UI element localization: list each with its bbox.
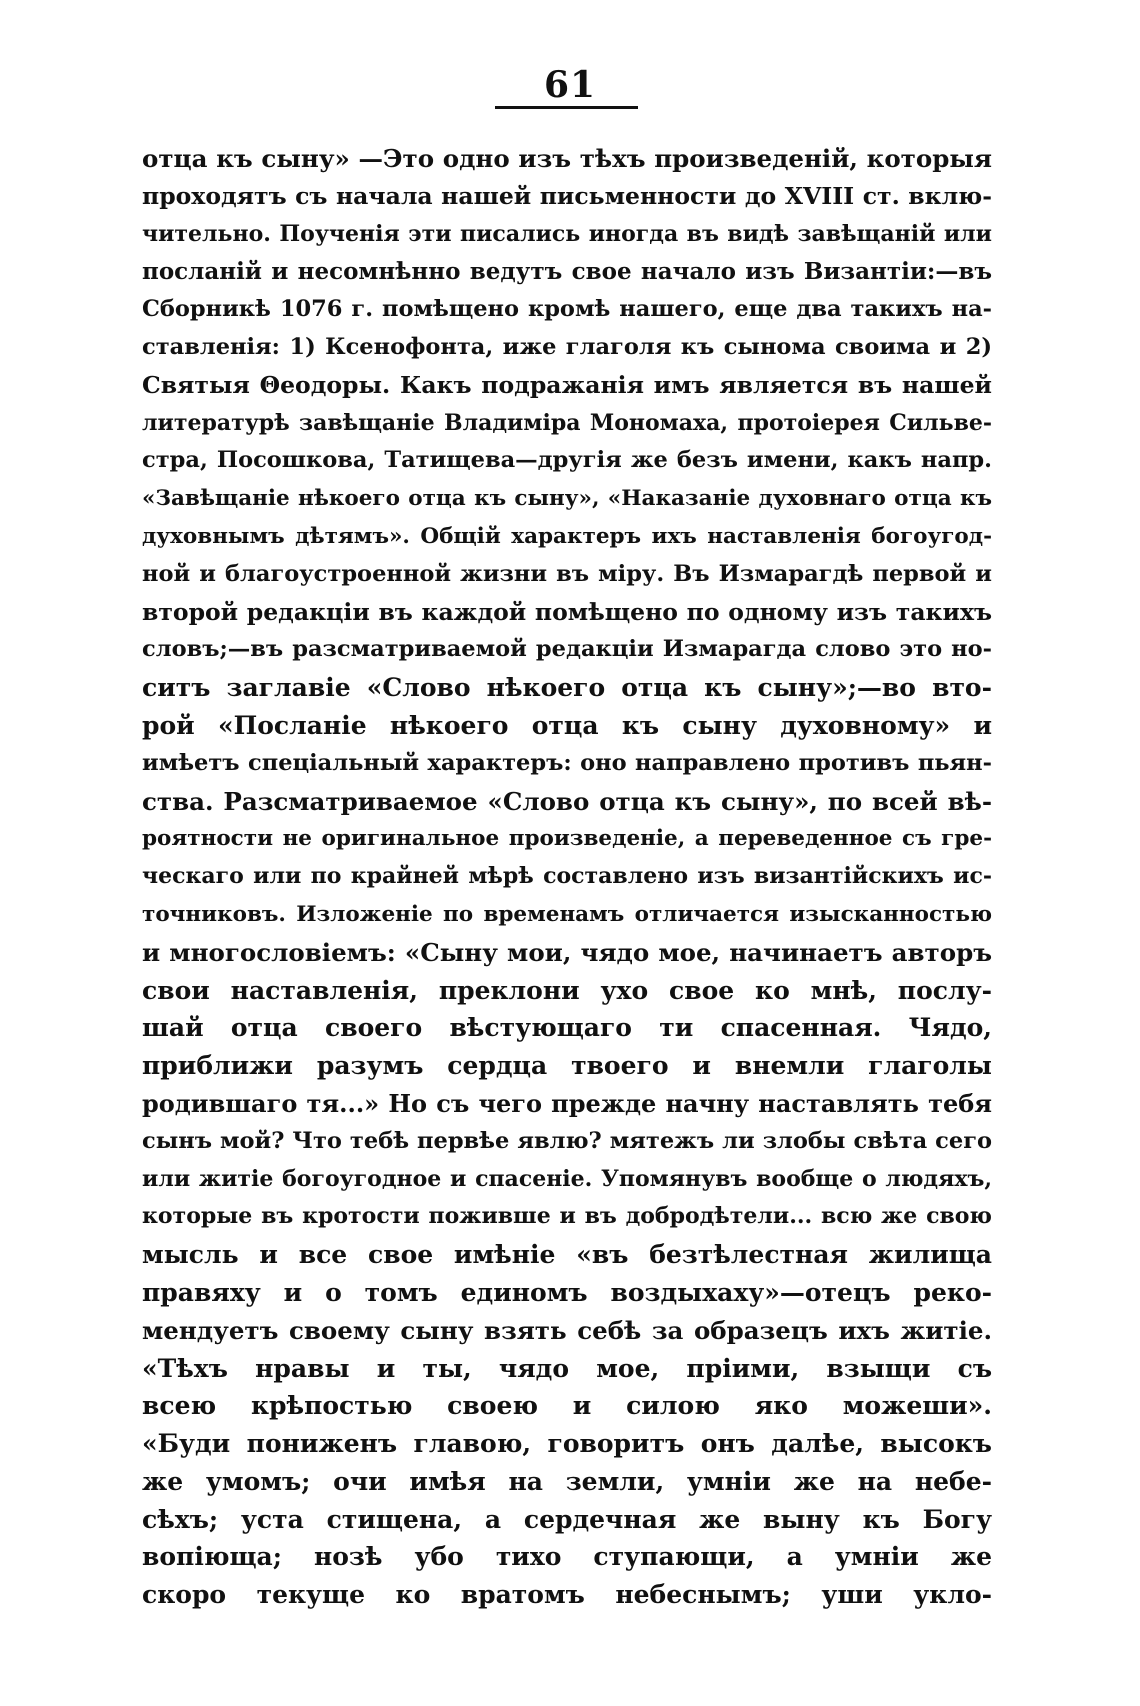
text-line: скоро текуще ко вратомъ небеснымъ; уши укло- [142,1580,992,1610]
text-line: посланій и несомнѣнно ведутъ свое начало изъ Византіи:—въ [142,258,992,286]
text-line: вопіюща; нозѣ убо тихо ступающи, а умніи же [142,1542,992,1572]
text-line: всею крѣпостью своею и силою яко можеши». [142,1391,992,1421]
text-line: словъ;—въ разсматриваемой редакціи Измарагда слово это но- [142,636,992,663]
text-line: же умомъ; очи имѣя на земли, умніи же на небе- [142,1466,992,1496]
text-line: ческаго или по крайней мѣрѣ составлено изъ византійскихъ ис- [142,863,992,890]
text-line: приближи разумъ сердца твоего и внемли глаголы [142,1051,992,1081]
text-line: роятности не оригинальное произведеніе, а переведенное съ гре- [142,826,992,852]
text-line: стра, Посошкова, Татищева—другія же безъ имени, какъ напр. [142,447,992,474]
text-line: «Завѣщаніе нѣкоего отца къ сыну», «Наказаніе духовнаго отца къ [142,486,992,512]
body-text [142,140,992,1614]
text-line: Сборникѣ 1076 г. помѣщено кромѣ нашего, еще два такихъ на- [142,296,992,323]
text-line: которые въ кротости пожившe и въ добродѣтели... всю же свою [142,1203,992,1230]
text-line: «Тѣхъ нравы и ты, чядо мое, пріими, взыщи съ [142,1353,992,1383]
text-line: чительно. Поученія эти писались иногда въ видѣ завѣщаній или [142,220,992,247]
text-line: ства. Разсматриваемое «Слово отца къ сыну», по всей вѣ- [142,786,992,816]
text-line: или житіе богоугодное и спасеніе. Упомянувъ вообще о людяхъ, [142,1165,992,1192]
text-line: второй редакціи въ каждой помѣщено по одному изъ такихъ [142,597,992,626]
text-line: Святыя Θеодоры. Какъ подражанія имъ является въ нашей [142,370,992,399]
text-line: отца къ сыну» —Это одно изъ тѣхъ произведеній, которыя [142,144,992,173]
page-number: 61 [543,64,597,106]
text-line: литературѣ завѣщаніе Владиміра Мономаха, протоіерея Сильве- [142,409,992,436]
text-line: родившаго тя...» Но съ чего прежде начну наставлять тебя [142,1088,992,1118]
text-line: шай отца своего вѣстующаго ти спасенная. Чядо, [142,1013,992,1043]
text-line: сынъ мой? Что тебѣ первѣе явлю? мятежъ ли злобы свѣта сего [142,1127,992,1154]
text-line: мысль и все свое имѣніе «въ безтѣлестная жилища [142,1240,992,1270]
text-line: правяху и о томъ единомъ воздыхаху»—отецъ реко- [142,1277,992,1307]
text-line: «Буди пониженъ главою, говоритъ онъ далѣе, высокъ [142,1429,992,1459]
text-line: и многословіемъ: «Сыну мои, чядо мое, начинаетъ авторъ [142,937,992,967]
text-line: ной и благоустроенной жизни въ міру. Въ Измарагдѣ первой и [142,560,992,587]
text-line: рой «Посланіе нѣкоего отца къ сыну духовному» и [142,710,992,740]
text-line: духовнымъ дѣтямъ». Общій характеръ ихъ наставленія богоугод- [142,523,992,549]
text-line: мендуетъ своему сыну взять себѣ за образецъ ихъ житіе. [142,1315,992,1345]
text-line: имѣетъ спеціальный характеръ: оно направлено противъ пьян- [142,749,992,776]
text-line: ситъ заглавіе «Слово нѣкоего отца къ сыну»;—во вто- [142,673,992,703]
text-line: свои наставленія, преклони ухо свое ко мнѣ, послу- [142,975,992,1005]
text-line: точниковъ. Изложеніе по временамъ отличается изысканностью [142,901,992,927]
text-line: ставленія: 1) Ксенофонта, иже глаголя къ сынома своима и 2) [142,333,992,360]
page-number-rule [495,106,638,109]
text-line: проходятъ съ начала нашей письменности до XVIII ст. вклю- [142,181,992,210]
text-line: сѣхъ; уста стищена, а сердечная же выну къ Богу [142,1504,992,1534]
